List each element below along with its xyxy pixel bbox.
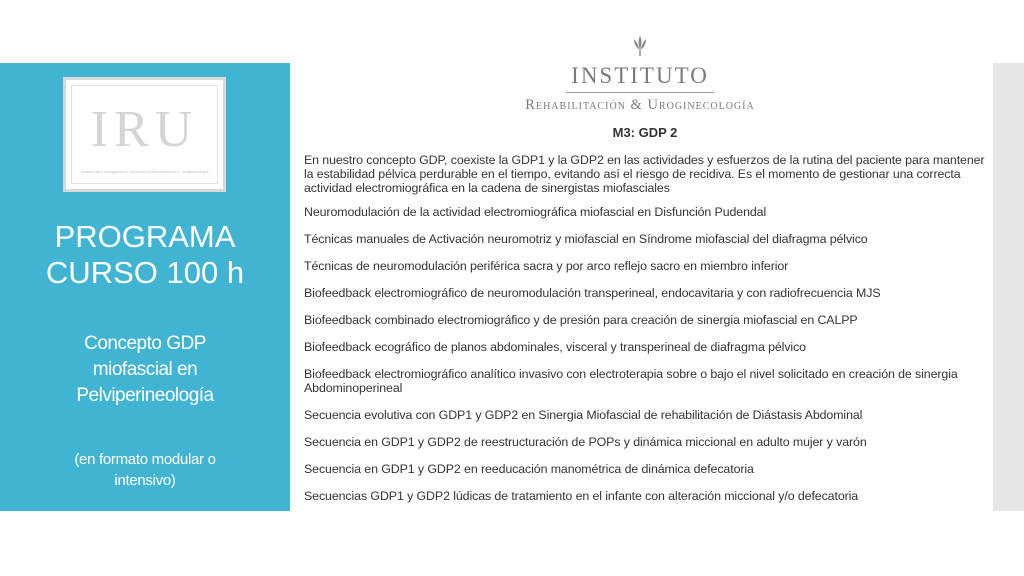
module-content (304, 153, 988, 516)
right-edge-bar (993, 63, 1024, 511)
list-item: Biofeedback electromiográfico de neuromodulación transperineal, endocavitaria y con radiofrecuencia MJS (304, 286, 881, 300)
subheading-line-1: Concepto GDP (84, 333, 206, 354)
logo-mark: IRU (90, 101, 199, 158)
format-line-2: intensivo) (114, 472, 176, 489)
subheading-line-3: Pelviperineología (76, 385, 214, 406)
institute-subtitle: Rehabilitación & Uroginecología (525, 97, 755, 113)
iru-logo (63, 77, 226, 192)
format-line-1: (en formato modular o (74, 451, 216, 468)
course-subheading (0, 331, 290, 409)
heading-line-1: PROGRAMA (54, 219, 236, 254)
list-item: Secuencias GDP1 y GDP2 lúdicas de tratamiento en el infante con alteración miccional y/o defecatoria (304, 489, 859, 503)
list-item: Biofeedback ecográfico de planos abdominales, visceral y transperineal de diafragma pélvico (304, 340, 806, 354)
list-item: Secuencia en GDP1 y GDP2 en reeducación manométrica de dinámica defecatoria (304, 462, 754, 476)
tulip-icon (490, 34, 790, 63)
list-item: Secuencia evolutiva con GDP1 y GDP2 en Sinergia Miofascial de rehabilitación de Diástasis Abdominal (304, 408, 863, 422)
list-item: Técnicas manuales de Activación neuromotriz y miofascial en Síndrome miofascial del diafragma pélvico (304, 232, 868, 246)
list-item: Biofeedback electromiográfico analítico invasivo con electroterapia sobre o bajo el nivel solicitado en creación de sinergia Abdominoperineal (304, 367, 958, 395)
heading-line-2: CURSO 100 h (45, 255, 245, 290)
institute-header (490, 34, 790, 114)
module-intro: En nuestro concepto GDP, coexiste la GDP1 y la GDP2 en las actividades y esfuerzos de la rutina del paciente para mantener la estabilidad pélvica perdurable en el tiempo, evitando así el riesgo de recidiva. Es el momento de gestionar una correcta actividad electromiográfica en la cadena de sinergistas miofasciales (304, 153, 985, 195)
module-title: M3: GDP 2 (612, 125, 678, 140)
list-item: Secuencia en GDP1 y GDP2 de reestructuración de POPs y dinámica miccional en adulto mujer y varón (304, 435, 867, 449)
sidebar-panel (0, 63, 290, 511)
program-heading (0, 219, 290, 291)
list-item: Neuromodulación de la actividad electromiográfica miofascial en Disfunción Pudendal (304, 205, 767, 219)
logo-tagline: Instituto de Investigación y Docencia en Rehabilitación y Uroginecología (80, 169, 209, 174)
list-item: Técnicas de neuromodulación periférica sacra y por arco reflejo sacro en miembro inferior (304, 259, 789, 273)
format-note (20, 449, 270, 491)
institute-title: INSTITUTO (571, 63, 709, 88)
module-item-list (304, 205, 988, 503)
list-item: Biofeedback combinado electromiográfico y de presión para creación de sinergia miofascial en CALPP (304, 313, 858, 327)
logo-frame (71, 85, 218, 184)
subheading-line-2: miofascial en (92, 359, 198, 380)
header-divider (566, 92, 714, 93)
